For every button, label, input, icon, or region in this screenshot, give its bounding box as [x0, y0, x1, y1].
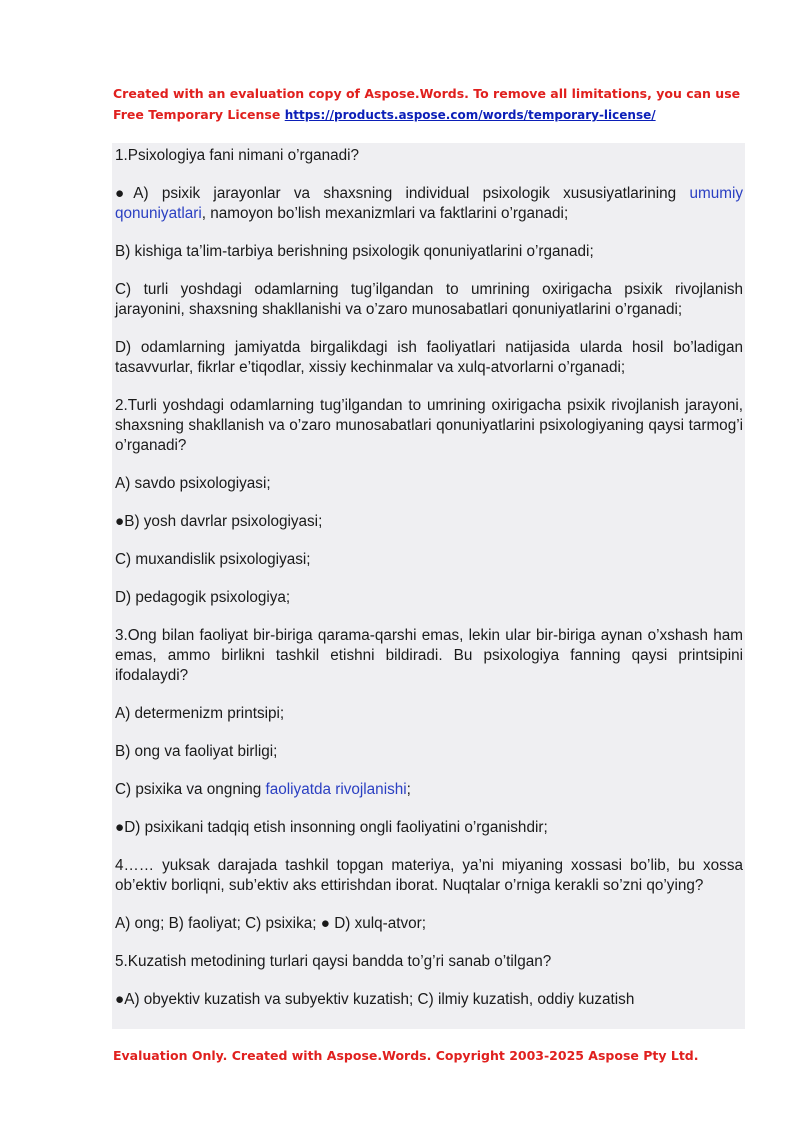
answer-3a: A) determenizm printsipi; — [115, 705, 285, 722]
answer-1b: B) kishiga ta’lim-tarbiya berishning psixologik qonuniyatlarini o’rganadi; — [115, 243, 594, 260]
answer-3c-highlight: faoliyatda rivojlanishi — [265, 781, 407, 798]
answer-3d: ●D) psixikani tadqiq etish insonning ongli faoliyatini o’rganishdir; — [115, 819, 548, 836]
answers-4: A) ong; B) faoliyat; C) psixika; ● D) xulq-atvor; — [115, 915, 427, 932]
answer-1a-part1: ●A) psixik jarayonlar va shaxsning individual psixologik xususiyatlarining — [115, 185, 690, 202]
question-2: 2.Turli yoshdagi odamlarning tug’ilgandan to umrining oxirigacha psixik rivojlanish jarayoni, shaxsning shakllanish va o’zaro munosabatlari qonuniyatlarini psixologiyaning qaysi tarmog’i o’rganadi? — [115, 397, 743, 454]
question-1: 1.Psixologiya fani nimani o’rganadi? — [115, 147, 360, 164]
answer-1d: D) odamlarning jamiyatda birgalikdagi ish faoliyatlari natijasida ularda hosil bo’ladigan tasavvurlar, fikrlar e’tiqodlar, xissiy kechinmalar va xulq-atvorlarni o’rganadi; — [115, 339, 743, 376]
answer-2c: C) muxandislik psixologiyasi; — [115, 551, 311, 568]
header-line-1: Created with an evaluation copy of Aspose.Words. To remove all limitations, you can use — [113, 86, 741, 101]
answer-1a-highlight: umumiy qonuniyatlari — [115, 185, 743, 222]
answer-2a: A) savdo psixologiyasi; — [115, 475, 271, 492]
document-body — [115, 146, 743, 1028]
header-line-2 — [113, 104, 753, 126]
temporary-license-link[interactable]: https://products.aspose.com/words/temporary-license/ — [284, 108, 656, 122]
evaluation-header — [113, 83, 753, 126]
answer-1c: C) turli yoshdagi odamlarning tug’ilgandan to umrining oxirigacha psixik rivojlanish jarayonini, shaxsning shakllanishi va o’zaro munosabatlari qonuniyatlarini o’rganadi; — [115, 281, 743, 318]
header-license-label: Free Temporary License — [113, 107, 281, 122]
answers-5: ●A) obyektiv kuzatish va subyektiv kuzatish; C) ilmiy kuzatish, oddiy kuzatish — [115, 991, 635, 1008]
answer-1a — [115, 184, 743, 224]
answer-3b: B) ong va faoliyat birligi; — [115, 743, 278, 760]
answer-2d: D) pedagogik psixologiya; — [115, 589, 291, 606]
answer-3c-part1: C) psixika va ongning — [115, 781, 266, 798]
question-5: 5.Kuzatish metodining turlari qaysi bandda to’g’ri sanab o’tilgan? — [115, 953, 552, 970]
question-4: 4…… yuksak darajada tashkil topgan materiya, ya’ni miyaning xossasi bo’lib, bu xossa ob’ektiv borliqni, sub’ektiv aks ettirishdan iborat. Nuqtalar o’rniga kerakli so’zni qo’ying? — [115, 857, 743, 894]
answer-1a-part2: , namoyon bo’lish mexanizmlari va faktlarini o’rganadi; — [201, 205, 569, 222]
answer-3c — [115, 780, 743, 800]
question-3: 3.Ong bilan faoliyat bir-biriga qarama-qarshi emas, lekin ular bir-biriga aynan o’xshash ham emas, ammo birlikni tashkil etishni bildiradi. Bu psixologiya fanning qaysi printsipini ifodalaydi? — [115, 627, 743, 684]
answer-3c-part2: ; — [406, 781, 411, 798]
answer-2b: ●B) yosh davrlar psixologiyasi; — [115, 513, 323, 530]
evaluation-footer: Evaluation Only. Created with Aspose.Words. Copyright 2003-2025 Aspose Pty Ltd. — [113, 1048, 699, 1063]
